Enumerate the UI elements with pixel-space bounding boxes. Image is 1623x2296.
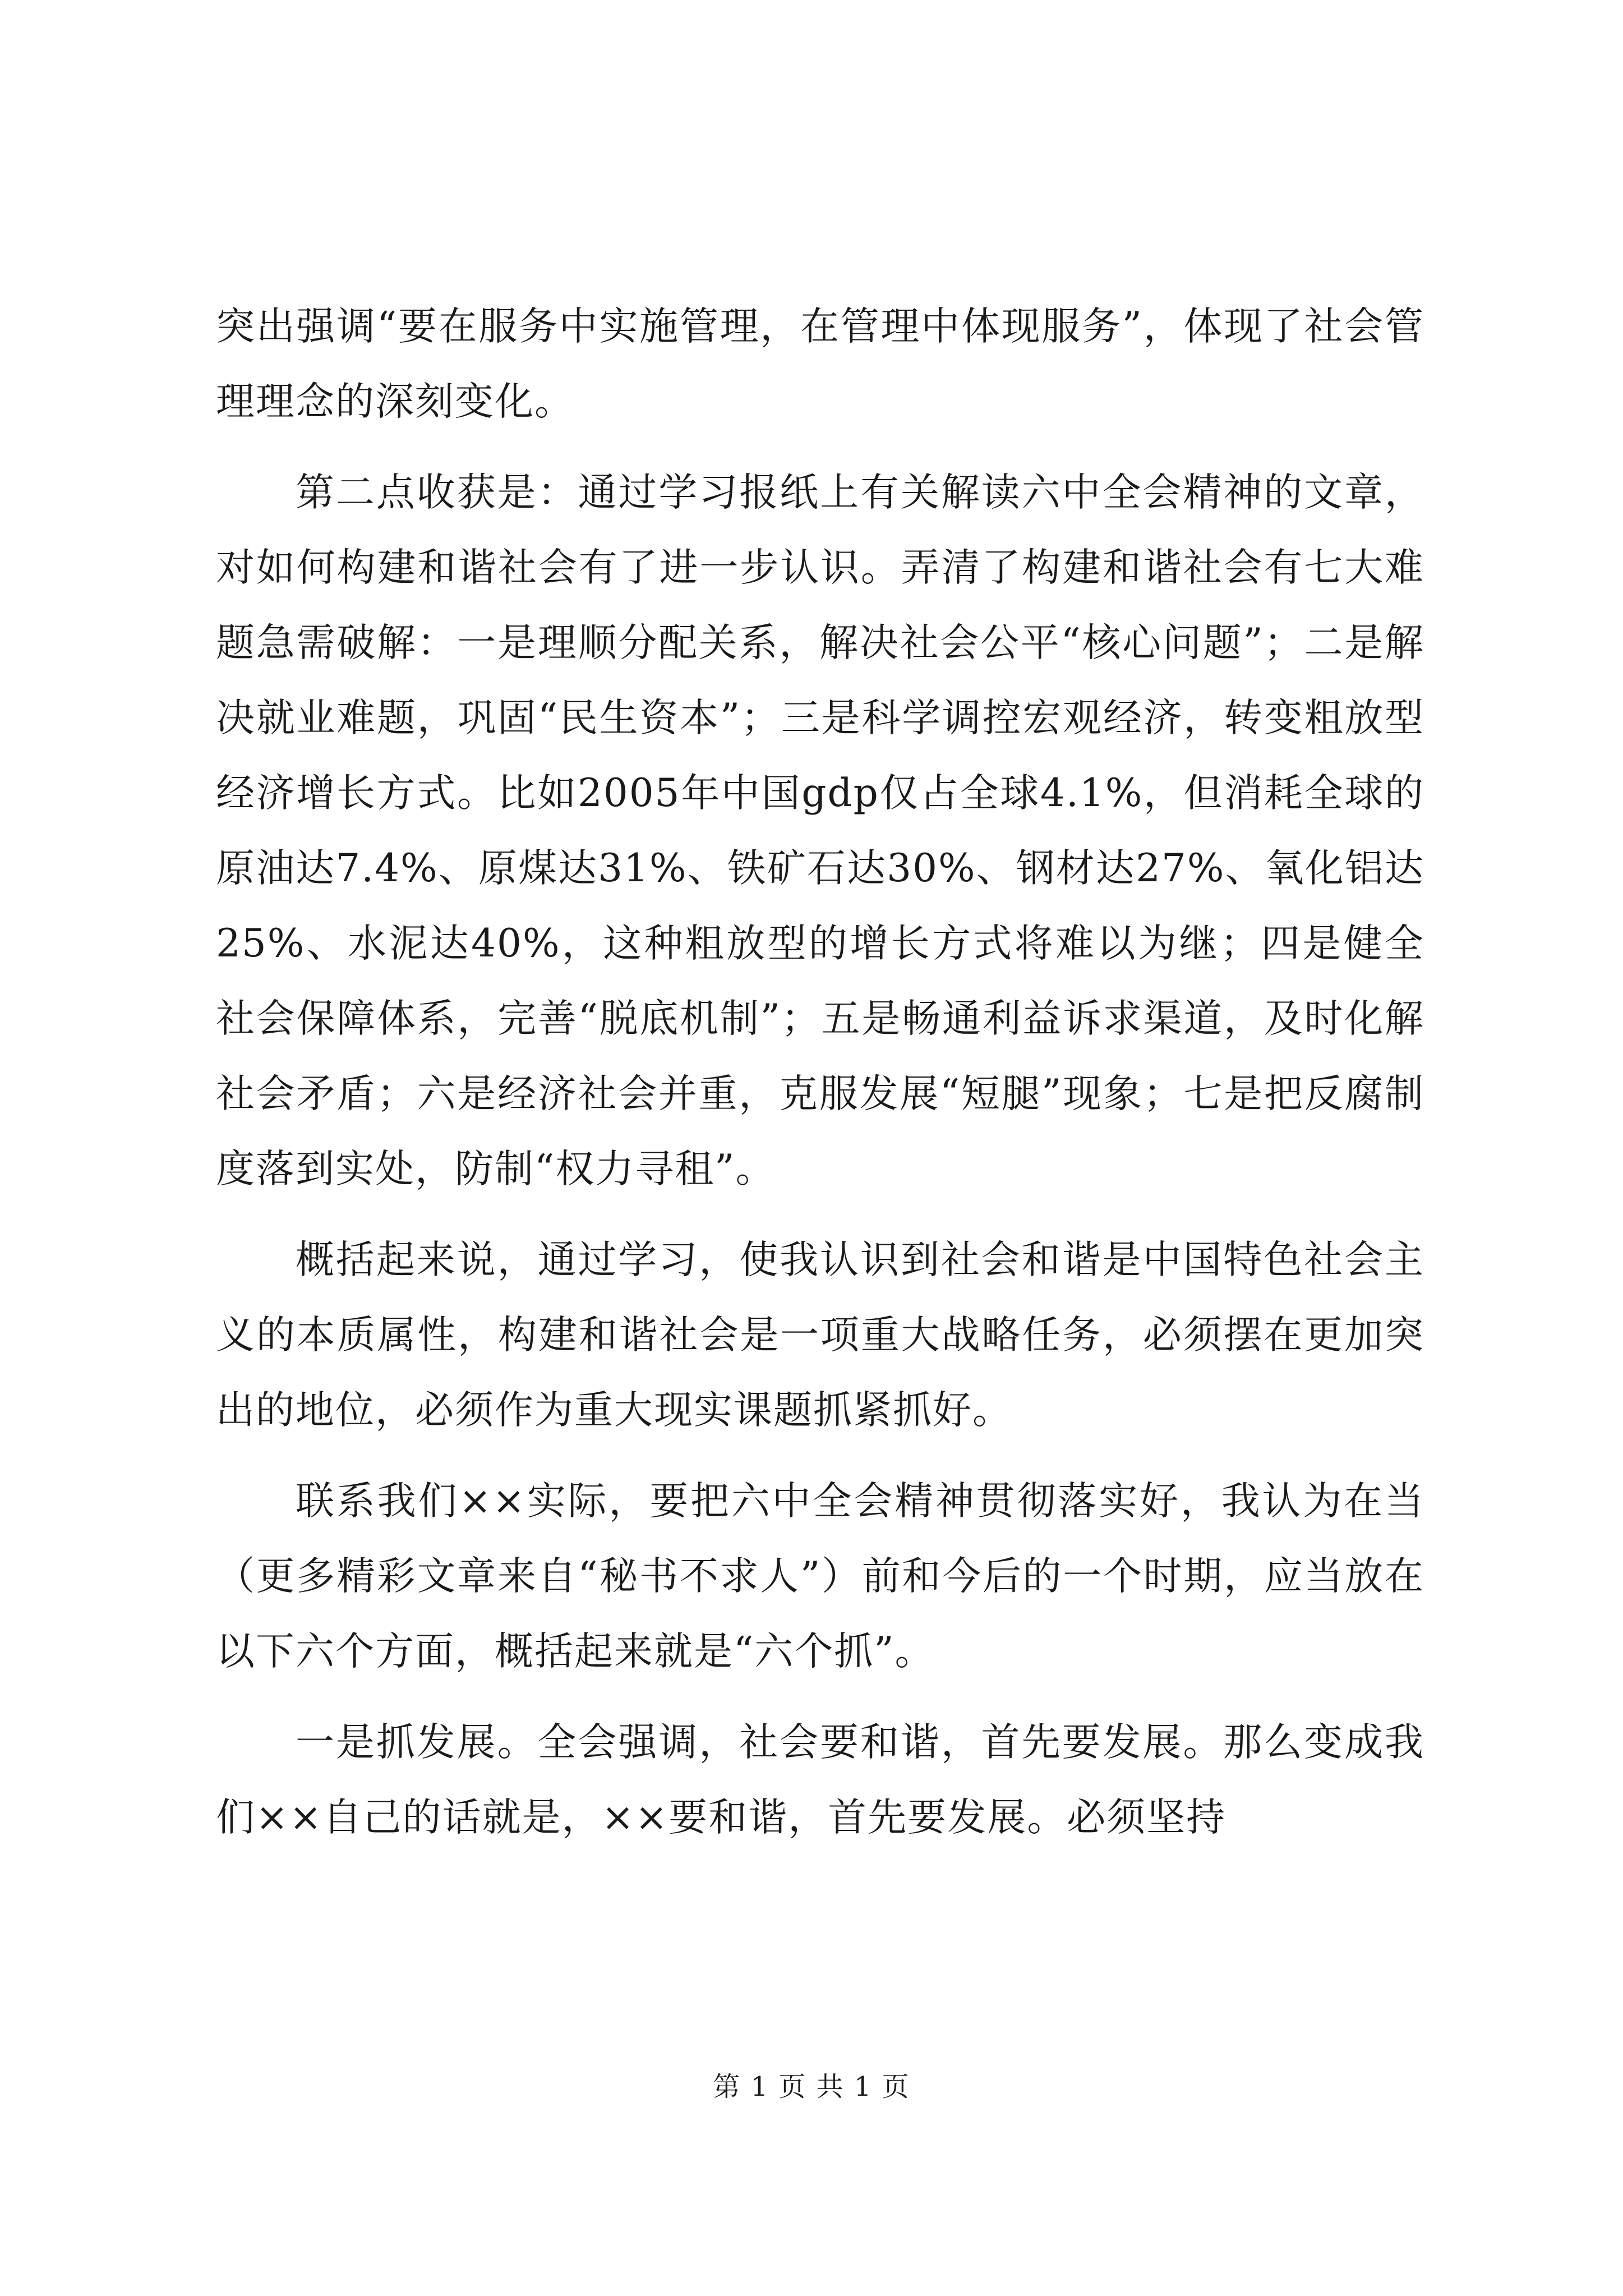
paragraph-grasp-development: 一是抓发展。全会强调，社会要和谐，首先要发展。那么变成我们××自己的话就是，××要和谐，首先要发展。必须坚持 (216, 1720, 1424, 1840)
document-body (216, 289, 1424, 1855)
paragraph-second-gain: 第二点收获是：通过学习报纸上有关解读六中全会精神的文章，对如何构建和谐社会有了进一步认识。弄清了构建和谐社会有七大难题急需破解：一是理顺分配关系，解决社会公平“核心问题”；二是解决就业难题，巩固“民生资本”；三是科学调控宏观经济，转变粗放型经济增长方式。比如2005年中国gdp仅占全球4.1%，但消耗全球的原油达7.4%、原煤达31%、铁矿石达30%、钢材达27%、氧化铝达25%、水泥达40%，这种粗放型的增长方式将难以为继；四是健全社会保障体系，完善“脱底机制”；五是畅通利益诉求渠道，及时化解社会矛盾；六是经济社会并重，克服发展“短腿”现象；七是把反腐制度落到实处，防制“权力寻租”。 (216, 470, 1424, 1191)
paragraph-six-grasps: 联系我们××实际，要把六中全会精神贯彻落实好，我认为在当（更多精彩文章来自“秘书不求人”）前和今后的一个时期，应当放在以下六个方面，概括起来就是“六个抓”。 (216, 1479, 1424, 1674)
paragraph-continuation: 突出强调“要在服务中实施管理，在管理中体现服务”，体现了社会管理理念的深刻变化。 (216, 304, 1424, 424)
paragraph-summary: 概括起来说，通过学习，使我认识到社会和谐是中国特色社会主义的本质属性，构建和谐社会是一项重大战略任务，必须摆在更加突出的地位，必须作为重大现实课题抓紧抓好。 (216, 1237, 1424, 1433)
page-footer: 第 1 页 共 1 页 (713, 2071, 910, 2102)
